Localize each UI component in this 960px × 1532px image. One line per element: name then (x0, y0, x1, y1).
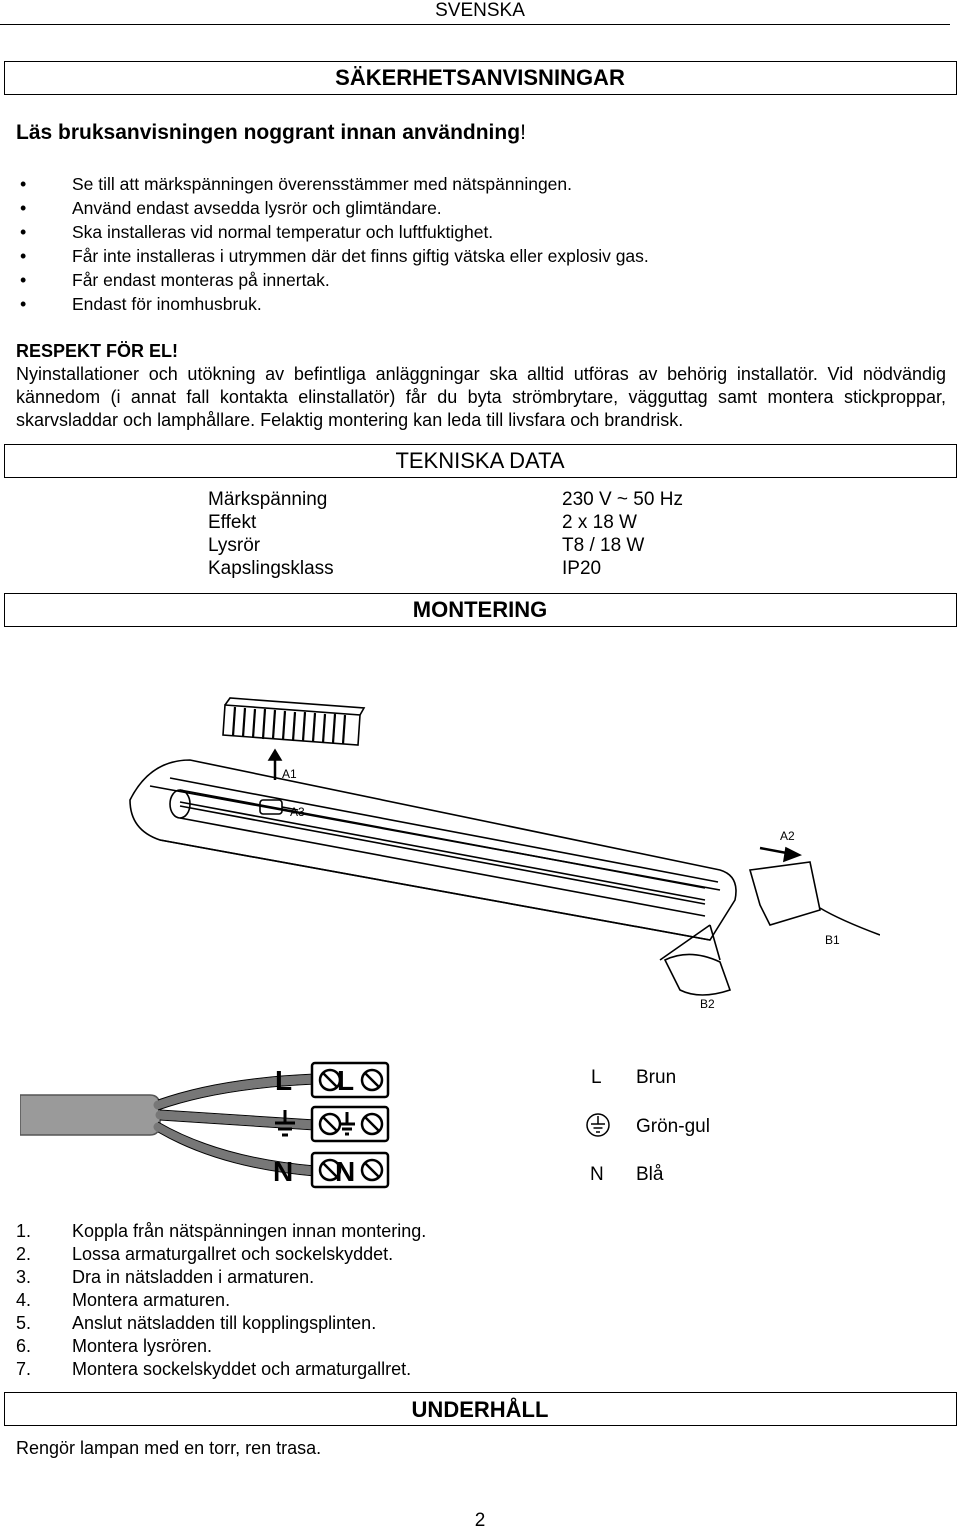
terminal-label-l: L (337, 1065, 355, 1096)
safety-intro-mark: ! (520, 121, 526, 144)
label-a3: A3 (290, 805, 305, 819)
legend-text-live: Brun (636, 1067, 677, 1088)
list-item: • Ska installeras vid normal temperatur och luftfuktighet. (16, 220, 946, 244)
label-a2: A2 (780, 829, 795, 843)
step-text: Lossa armaturgallret och sockelskyddet. (72, 1244, 394, 1264)
maintenance-title: UNDERHÅLL (411, 1397, 549, 1422)
language-header: SVENSKA (435, 0, 525, 21)
list-item (16, 1266, 716, 1289)
list-item: • Använd endast avsedda lysrör och glimtändare. (16, 196, 946, 220)
spec-value: IP20 (562, 558, 602, 579)
step-number: 5. (16, 1313, 32, 1333)
step-number: 7. (16, 1359, 32, 1379)
list-item (16, 1358, 716, 1381)
step-number: 2. (16, 1244, 32, 1264)
maintenance-text: Rengör lampan med en torr, ren trasa. (16, 1438, 322, 1458)
legend-text-neutral: Blå (636, 1164, 664, 1185)
label-b2: B2 (700, 997, 715, 1011)
legend-symbol-neutral: N (590, 1164, 604, 1185)
mounting-title: MONTERING (412, 597, 548, 622)
list-item: • Får endast monteras på innertak. (16, 268, 946, 292)
step-text: Anslut nätsladden till kopplingsplinten. (72, 1313, 377, 1333)
safety-title: SÄKERHETSANVISNINGAR (335, 65, 625, 90)
header-rule (0, 24, 950, 25)
label-a1: A1 (282, 767, 297, 781)
legend-text-earth: Grön-gul (636, 1116, 710, 1137)
spec-value: T8 / 18 W (562, 535, 645, 556)
list-item: • Endast för inomhusbruk. (16, 292, 946, 316)
safety-bullet-list (16, 172, 946, 316)
tech-title: TEKNISKA DATA (395, 448, 565, 473)
safety-intro (16, 120, 526, 146)
list-item (16, 1335, 716, 1358)
earth-icon (586, 1112, 610, 1138)
step-number: 1. (16, 1221, 32, 1241)
terminal-label-l: L (275, 1065, 293, 1096)
mounting-steps (16, 1220, 716, 1381)
legend-symbol-live: L (591, 1067, 602, 1088)
safety-intro-text: Läs bruksanvisningen noggrant innan användning (16, 121, 521, 144)
terminal-label-n: N (335, 1156, 356, 1187)
respect-heading: RESPEKT FÖR EL! (16, 341, 179, 361)
spec-value: 230 V ~ 50 Hz (562, 489, 683, 510)
list-item (16, 1220, 716, 1243)
step-number: 3. (16, 1267, 32, 1287)
terminal-label-n: N (273, 1156, 294, 1187)
step-text: Koppla från nätspänningen innan montering. (72, 1221, 427, 1241)
list-item (16, 1289, 716, 1312)
respect-paragraph: Nyinstallationer och utökning av befintliga anläggningar ska alltid utföras av behörig installatör. Vid nödvändig kännedom (i annat fall kontakta elinstallatör) får du byta strömbrytare, vägguttag samt montera stickproppar, skarvsladdar och lamphållare. Felaktig montering kan leda till livsfara och brandrisk. (16, 364, 946, 430)
step-text: Montera lysrören. (72, 1336, 213, 1356)
fixture-illustration (120, 690, 880, 1020)
step-number: 6. (16, 1336, 32, 1356)
step-text: Montera sockelskyddet och armaturgallret. (72, 1359, 412, 1379)
page-number: 2 (474, 1510, 486, 1531)
spec-label: Märkspänning (208, 489, 328, 510)
spec-label: Kapslingsklass (208, 558, 334, 579)
list-item (16, 1243, 716, 1266)
terminal-block-illustration (20, 1055, 400, 1195)
spec-label: Effekt (208, 512, 257, 533)
label-b1: B1 (825, 933, 840, 947)
step-text: Montera armaturen. (72, 1290, 231, 1310)
list-item: • Får inte installeras i utrymmen där det finns giftig vätska eller explosiv gas. (16, 244, 946, 268)
spec-label: Lysrör (208, 535, 261, 556)
list-item (16, 1312, 716, 1335)
step-text: Dra in nätsladden i armaturen. (72, 1267, 315, 1287)
step-number: 4. (16, 1290, 32, 1310)
list-item: • Se till att märkspänningen överensstämmer med nätspänningen. (16, 172, 946, 196)
spec-value: 2 x 18 W (562, 512, 637, 533)
